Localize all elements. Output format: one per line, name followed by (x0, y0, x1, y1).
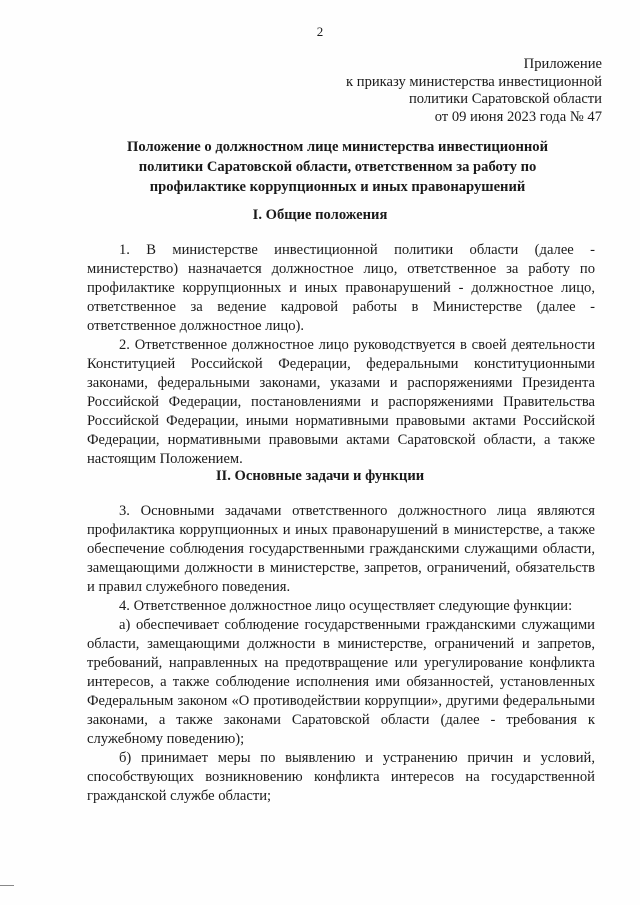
section-1-body (87, 241, 595, 469)
title-line-1: Положение о должностном лице министерства инвестиционной (126, 139, 548, 155)
appendix-line-4: от 09 июня 2023 года № 47 (434, 108, 602, 125)
section-1-heading: I. Общие положения (252, 207, 388, 223)
section-2-body (87, 502, 595, 806)
appendix-block (346, 56, 602, 126)
title-line-3: профилактике коррупционных и иных правонарушений (149, 179, 526, 195)
paragraph-4: 4. Ответственное должностное лицо осуществляет следующие функции: (119, 598, 573, 614)
appendix-line-2: к приказу министерства инвестиционной (346, 73, 602, 90)
appendix-line-3: политики Саратовской области (408, 91, 602, 107)
title-line-2: политики Саратовской области, ответственном за работу по (138, 159, 537, 175)
document-title (110, 137, 565, 197)
page-number: 2 (316, 24, 324, 39)
scan-edge-mark (0, 885, 14, 886)
paragraph-1: 1. В министерстве инвестиционной политики области (далее - министерство) назначается должностное лицо, ответственное за работу по профилактике коррупционных и иных правонарушений - должностное лицо, ответственное за ведение кадровой работы в Министерстве (далее - ответственное должностное лицо). (87, 242, 595, 334)
paragraph-2: 2. Ответственное должностное лицо руководствуется в своей деятельности Конституцией Российской Федерации, федеральными конституционными законами, федеральными законами, указами и распоряжениями Президента Российской Федерации, постановлениями и распоряжениями Правительства Российской Федерации, иными нормативными правовыми актами Российской Федерации, нормативными правовыми актами Саратовской области, а также настоящим Положением. (87, 337, 595, 467)
paragraph-3: 3. Основными задачами ответственного должностного лица являются профилактика коррупционных и иных правонарушений в министерстве, а также обеспечение соблюдения государственными гражданскими служащими области, замещающими должности в министерстве, запретов, ограничений, обязательств и правил служебного поведения. (87, 503, 595, 595)
paragraph-4b: б) принимает меры по выявлению и устранению причин и условий, способствующих возникновению конфликта интересов на государственной гражданской службе области; (87, 750, 595, 804)
section-2-heading: II. Основные задачи и функции (215, 468, 425, 484)
appendix-line-1: Приложение (523, 56, 602, 72)
paragraph-4a: а) обеспечивает соблюдение государственными гражданскими служащими области, замещающими должности в министерстве, ограничений и запретов, требований, направленных на предотвращение или урегулирование конфликта интересов, а также соблюдение исполнения ими обязанностей, установленных Федеральным законом «О противодействии коррупции», другими федеральными законами, а также законами Саратовской области (далее - требования к служебному поведению); (87, 617, 595, 747)
